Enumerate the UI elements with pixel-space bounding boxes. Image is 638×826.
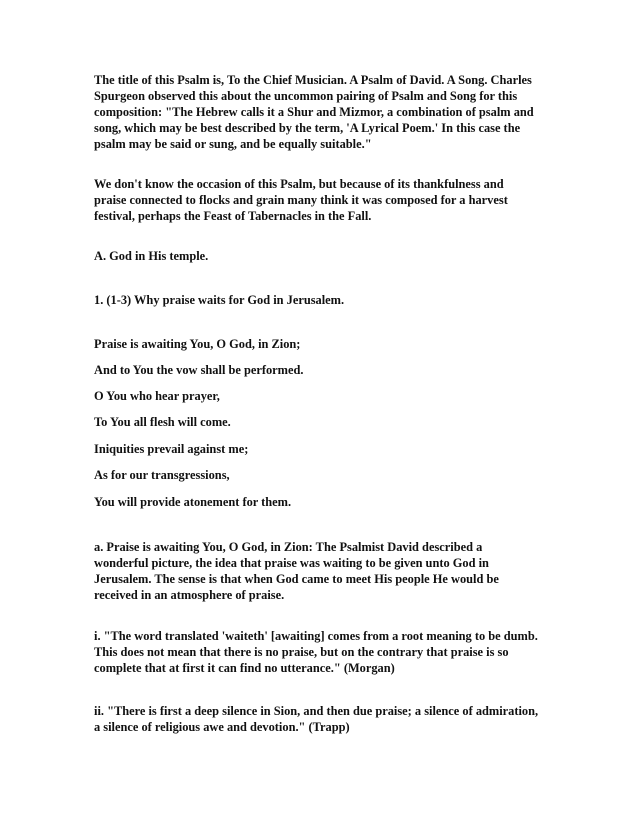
note-i-paragraph xyxy=(94,628,538,676)
verse-line: You will provide atonement for them. xyxy=(94,495,292,509)
text-line: a. Praise is awaiting You, O God, in Zion: The Psalmist David described a xyxy=(94,540,483,554)
text-line: This does not mean that there is no praise, but on the contrary that praise is so xyxy=(94,645,509,659)
text-line: We don't know the occasion of this Psalm, but because of its thankfulness and xyxy=(94,177,504,191)
text-line: composition: "The Hebrew calls it a Shur and Mizmor, a combination of psalm and xyxy=(94,105,534,119)
intro-paragraph xyxy=(94,72,534,152)
text-line: praise connected to flocks and grain many think it was composed for a harvest xyxy=(94,193,508,207)
verse-line: As for our transgressions, xyxy=(94,468,230,482)
text-line: received in an atmosphere of praise. xyxy=(94,588,285,602)
text-line: ii. "There is first a deep silence in Sion, and then due praise; a silence of admiration, xyxy=(94,704,539,718)
verse-line: Praise is awaiting You, O God, in Zion; xyxy=(94,337,301,351)
verse-line: To You all flesh will come. xyxy=(94,415,231,429)
text-line: Spurgeon observed this about the uncommon pairing of Psalm and Song for this xyxy=(94,89,518,103)
verse-line: And to You the vow shall be performed. xyxy=(94,363,304,377)
text-line: wonderful picture, the idea that praise was waiting to be given unto God in xyxy=(94,556,489,570)
text-line: psalm may be said or sung, and be equally suitable." xyxy=(94,137,372,151)
section-heading: A. God in His temple. xyxy=(94,249,209,263)
text-line: festival, perhaps the Feast of Tabernacles in the Fall. xyxy=(94,209,372,223)
subsection-heading: 1. (1-3) Why praise waits for God in Jerusalem. xyxy=(94,293,345,307)
verse-line: Iniquities prevail against me; xyxy=(94,442,249,456)
text-line: complete that at first it can find no utterance." (Morgan) xyxy=(94,661,395,675)
note-a-paragraph xyxy=(94,539,499,603)
text-line: i. "The word translated 'waiteth' [awaiting] comes from a root meaning to be dumb. xyxy=(94,629,538,643)
text-line: Jerusalem. The sense is that when God came to meet His people He would be xyxy=(94,572,499,586)
text-line: The title of this Psalm is, To the Chief Musician. A Psalm of David. A Song. Charles xyxy=(94,73,532,87)
verse-line: O You who hear prayer, xyxy=(94,389,220,403)
occasion-paragraph xyxy=(94,176,508,224)
text-line: song, which may be best described by the term, 'A Lyrical Poem.' In this case the xyxy=(94,121,521,135)
note-ii-paragraph xyxy=(94,703,538,735)
text-line: a silence of religious awe and devotion." (Trapp) xyxy=(94,720,350,734)
